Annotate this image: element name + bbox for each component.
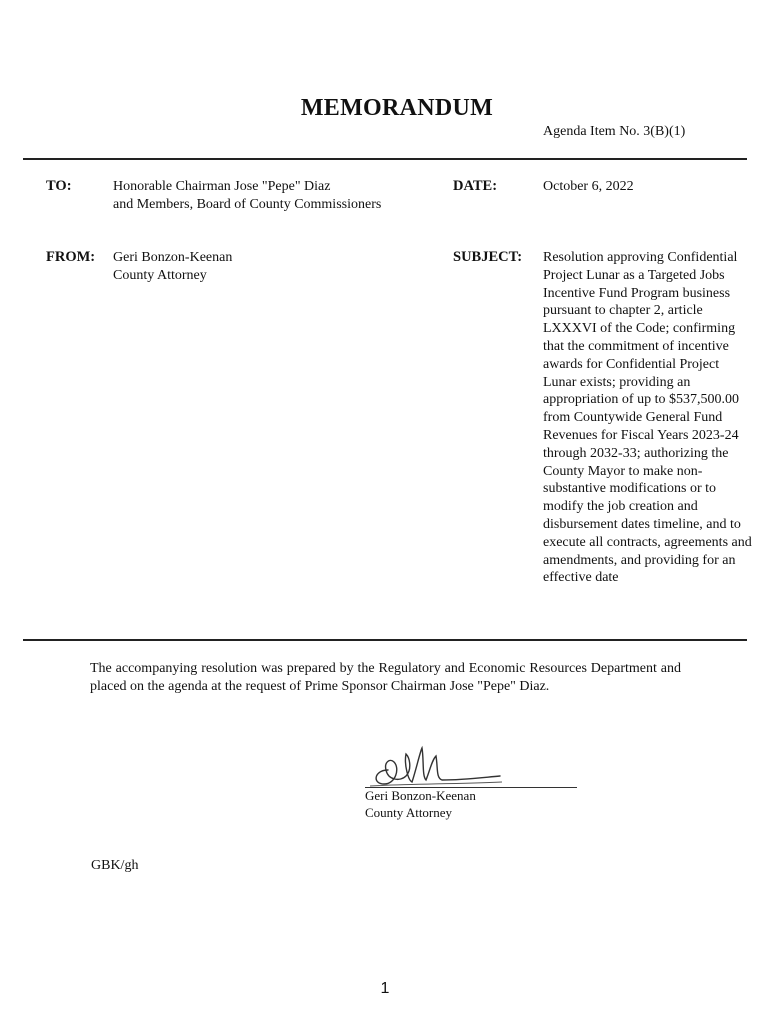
date-label: DATE: — [453, 178, 498, 194]
from-line-2: County Attorney — [113, 267, 207, 283]
subject-label: SUBJECT: — [453, 249, 523, 265]
typist-initials: GBK/gh — [91, 858, 139, 873]
signatory-title: County Attorney — [365, 805, 453, 820]
to-label: TO: — [46, 178, 72, 194]
header-divider — [23, 158, 747, 160]
signature-image — [366, 740, 506, 790]
to-line-2: and Members, Board of County Commissioners — [113, 196, 382, 212]
body-paragraph: The accompanying resolution was prepared by the Regulatory and Economic Resources Department and placed on the agenda at the request of Prime Sponsor Chairman Jose "Pepe" Diaz. — [90, 661, 681, 694]
to-line-1: Honorable Chairman Jose "Pepe" Diaz — [113, 179, 331, 194]
from-label: FROM: — [46, 249, 96, 265]
body-divider — [23, 639, 747, 641]
page-number: 1 — [380, 980, 390, 997]
signatory-name: Geri Bonzon-Keenan — [365, 788, 476, 803]
from-sender — [113, 249, 232, 285]
subject-text: Resolution approving Confidential Project Lunar as a Targeted Jobs Incentive Fund Program business pursuant to chapter 2, article LXXXVI of the Code; confirming that the commitment of incentive awards for Confidential Project Lunar exists; providing an appropriation of up to $537,500.00 from Countywide General Fund Revenues for Fiscal Years 2023-24 through 2032-33; authorizing the County Mayor to make non-substantive modifications or to modify the job creation and disbursement dates timeline, and to execute all contracts, agreements and amendments, and providing for an effective date — [543, 250, 752, 586]
signature-block — [365, 787, 476, 821]
from-line-1: Geri Bonzon-Keenan — [113, 250, 233, 265]
memo-title: MEMORANDUM — [300, 95, 494, 121]
date-value: October 6, 2022 — [543, 179, 634, 194]
agenda-item-number: Agenda Item No. 3(B)(1) — [543, 124, 686, 139]
to-recipients — [113, 178, 381, 214]
